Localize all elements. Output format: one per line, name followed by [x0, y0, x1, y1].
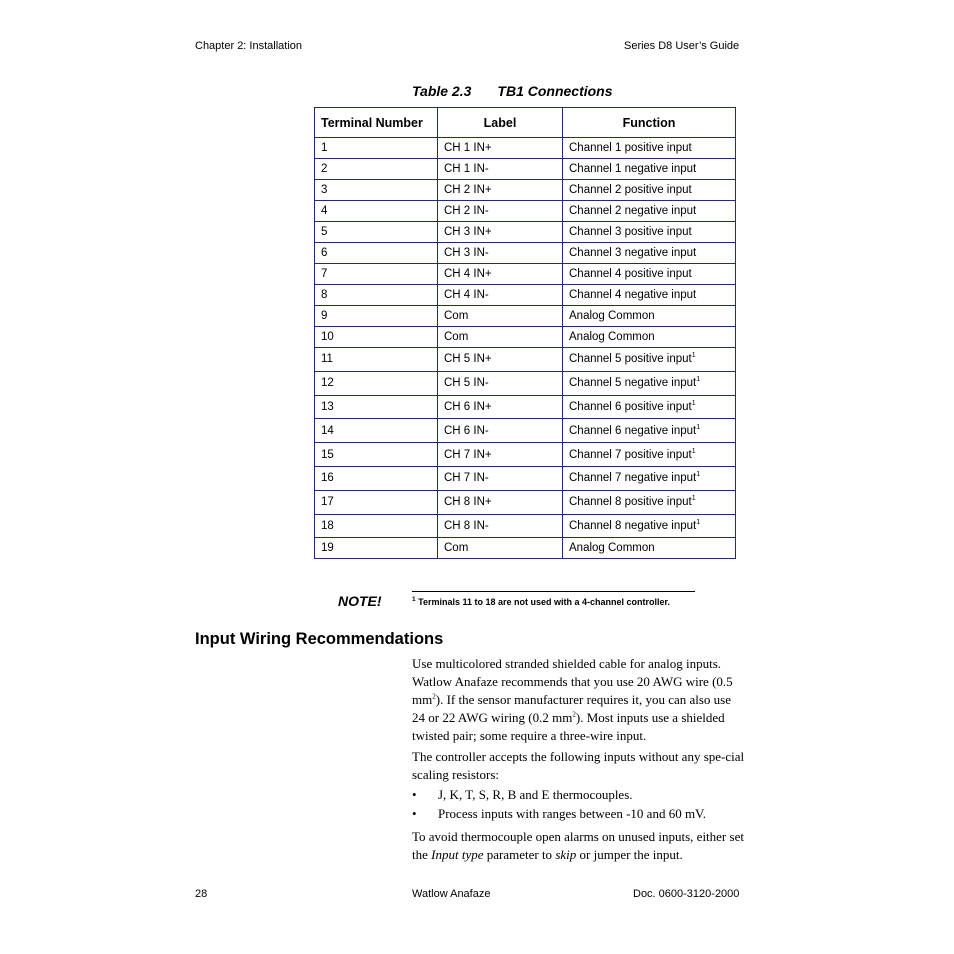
cell-label: CH 8 IN+	[438, 490, 563, 514]
footnote-text: Terminals 11 to 18 are not used with a 4-channel controller.	[418, 597, 671, 607]
table-row	[315, 443, 736, 467]
cell-terminal-number: 7	[315, 264, 438, 285]
cell-label: CH 3 IN+	[438, 222, 563, 243]
cell-function	[563, 443, 736, 467]
column-header-terminal-number: Terminal Number	[315, 108, 438, 138]
paragraph-text: ). If the sensor manufacturer requires it, you can also use 24 or 22 AWG wiring (0.2 mm	[412, 692, 732, 725]
table-row	[315, 243, 736, 264]
table-body	[315, 138, 736, 559]
cell-function	[563, 264, 736, 285]
table-header-row	[315, 108, 736, 138]
cell-function	[563, 306, 736, 327]
bullet-icon: •	[412, 806, 417, 821]
cell-function-text: Channel 2 negative input	[569, 205, 697, 217]
footnote-reference: 1	[696, 423, 701, 431]
cell-function	[563, 514, 736, 538]
cell-terminal-number: 12	[315, 371, 438, 395]
cell-terminal-number: 1	[315, 138, 438, 159]
cell-terminal-number: 18	[315, 514, 438, 538]
cell-label: CH 6 IN+	[438, 395, 563, 419]
table-row	[315, 306, 736, 327]
footnote-reference: 1	[696, 376, 701, 384]
cell-function	[563, 201, 736, 222]
paragraph-text: Use multicolored stranded shielded cable for analog inputs. Watlow Anafaze recommends that you use 20 AWG wire (0.5 mm	[412, 656, 733, 707]
cell-function-text: Analog Common	[569, 331, 655, 343]
paragraph-text: To avoid thermocouple open alarms on unused inputs, either set the	[412, 829, 744, 862]
cell-function-text: Channel 5 negative input	[569, 377, 697, 390]
input-types-list	[412, 786, 747, 824]
table-footnote	[412, 597, 670, 607]
cell-function-text: Channel 8 positive input	[569, 496, 692, 509]
table-row	[315, 285, 736, 306]
cell-label: CH 1 IN-	[438, 159, 563, 180]
page-number: 28	[195, 888, 208, 900]
cell-terminal-number: 14	[315, 419, 438, 443]
table-row	[315, 348, 736, 372]
table-row	[315, 180, 736, 201]
cell-terminal-number: 15	[315, 443, 438, 467]
table-row	[315, 138, 736, 159]
footnote-reference: 1	[691, 400, 696, 408]
cell-label: CH 5 IN-	[438, 371, 563, 395]
table-row	[315, 538, 736, 559]
list-item-text: J, K, T, S, R, B and E thermocouples.	[438, 787, 633, 802]
cell-terminal-number: 4	[315, 201, 438, 222]
table-caption-number: Table 2.3	[412, 83, 472, 99]
cell-function	[563, 395, 736, 419]
cell-function-text: Channel 5 positive input	[569, 353, 692, 366]
cell-function	[563, 159, 736, 180]
table-row	[315, 466, 736, 490]
cell-function-text: Channel 4 positive input	[569, 268, 692, 280]
table-row	[315, 419, 736, 443]
footnote-reference: 1	[696, 471, 701, 479]
paragraph-text: parameter to	[483, 847, 556, 862]
cell-terminal-number: 19	[315, 538, 438, 559]
cell-function-text: Analog Common	[569, 310, 655, 322]
paragraph-text: The controller accepts the following inputs without any spe-cial scaling resistors:	[412, 749, 745, 782]
cell-label: Com	[438, 306, 563, 327]
cell-label: Com	[438, 538, 563, 559]
table-row	[315, 490, 736, 514]
running-header-chapter: Chapter 2: Installation	[195, 40, 303, 52]
section-heading: Input Wiring Recommendations	[195, 630, 444, 648]
note-label: NOTE!	[338, 593, 382, 609]
table-caption-title: TB1 Connections	[497, 83, 613, 99]
paragraph-wire-recommendation	[412, 655, 747, 745]
bullet-icon: •	[412, 787, 417, 802]
table-row	[315, 201, 736, 222]
list-item	[412, 805, 747, 824]
cell-function-text: Channel 6 positive input	[569, 400, 692, 413]
cell-function-text: Channel 1 positive input	[569, 142, 692, 154]
table-row	[315, 222, 736, 243]
cell-function-text: Channel 8 negative input	[569, 519, 697, 532]
footnote-reference: 1	[691, 447, 696, 455]
table-row	[315, 264, 736, 285]
paragraph-unused-inputs	[412, 828, 747, 864]
cell-function-text: Channel 4 negative input	[569, 289, 697, 301]
cell-function	[563, 222, 736, 243]
table-row	[315, 514, 736, 538]
footnote-reference: 1	[691, 495, 696, 503]
cell-label: CH 8 IN-	[438, 514, 563, 538]
cell-function	[563, 466, 736, 490]
footnote-reference: 1	[696, 519, 701, 527]
paragraph-accepted-inputs	[412, 748, 747, 784]
cell-function	[563, 138, 736, 159]
cell-terminal-number: 3	[315, 180, 438, 201]
cell-terminal-number: 13	[315, 395, 438, 419]
cell-label: CH 3 IN-	[438, 243, 563, 264]
footer-doc-number: Doc. 0600-3120-2000	[633, 888, 740, 900]
paragraph-text: or jumper the input.	[576, 847, 683, 862]
list-item-text: Process inputs with ranges between -10 and 60 mV.	[438, 806, 707, 821]
list-item	[412, 786, 747, 805]
table-row	[315, 395, 736, 419]
cell-label: Com	[438, 327, 563, 348]
cell-function	[563, 285, 736, 306]
cell-label: CH 1 IN+	[438, 138, 563, 159]
cell-function-text: Channel 2 positive input	[569, 184, 692, 196]
cell-function-text: Analog Common	[569, 542, 655, 555]
footer-company: Watlow Anafaze	[412, 888, 491, 900]
superscript: 2	[572, 710, 576, 719]
cell-terminal-number: 2	[315, 159, 438, 180]
cell-function-text: Channel 7 positive input	[569, 448, 692, 461]
cell-terminal-number: 6	[315, 243, 438, 264]
cell-function	[563, 348, 736, 372]
cell-label: CH 2 IN-	[438, 201, 563, 222]
cell-function	[563, 327, 736, 348]
cell-label: CH 5 IN+	[438, 348, 563, 372]
cell-function	[563, 419, 736, 443]
cell-function	[563, 243, 736, 264]
table-row	[315, 159, 736, 180]
footnote-rule	[412, 591, 695, 592]
cell-function-text: Channel 3 negative input	[569, 247, 697, 259]
superscript: 2	[432, 692, 436, 701]
cell-terminal-number: 16	[315, 466, 438, 490]
parameter-name: Input type	[431, 847, 484, 862]
cell-function-text: Channel 1 negative input	[569, 163, 697, 175]
parameter-value: skip	[555, 847, 577, 862]
cell-function	[563, 371, 736, 395]
cell-terminal-number: 11	[315, 348, 438, 372]
cell-label: CH 6 IN-	[438, 419, 563, 443]
cell-function-text: Channel 7 negative input	[569, 472, 697, 485]
cell-terminal-number: 17	[315, 490, 438, 514]
footnote-reference: 1	[691, 352, 696, 360]
column-header-label: Label	[438, 108, 563, 138]
column-header-function: Function	[563, 108, 736, 138]
cell-function-text: Channel 3 positive input	[569, 226, 692, 238]
table-caption	[412, 83, 613, 99]
cell-label: CH 7 IN-	[438, 466, 563, 490]
cell-terminal-number: 10	[315, 327, 438, 348]
cell-terminal-number: 5	[315, 222, 438, 243]
cell-function-text: Channel 6 negative input	[569, 424, 697, 437]
cell-terminal-number: 8	[315, 285, 438, 306]
table-row	[315, 327, 736, 348]
table-row	[315, 371, 736, 395]
cell-label: CH 4 IN-	[438, 285, 563, 306]
cell-label: CH 2 IN+	[438, 180, 563, 201]
cell-label: CH 7 IN+	[438, 443, 563, 467]
paragraph-text: ). Most inputs use a shielded twisted pair; some require a three-wire input.	[412, 710, 725, 743]
cell-function	[563, 180, 736, 201]
tb1-connections-table	[314, 107, 736, 559]
footnote-marker: 1	[412, 596, 416, 603]
cell-function	[563, 490, 736, 514]
running-header-title: Series D8 User’s Guide	[624, 40, 740, 52]
cell-terminal-number: 9	[315, 306, 438, 327]
cell-function	[563, 538, 736, 559]
cell-label: CH 4 IN+	[438, 264, 563, 285]
